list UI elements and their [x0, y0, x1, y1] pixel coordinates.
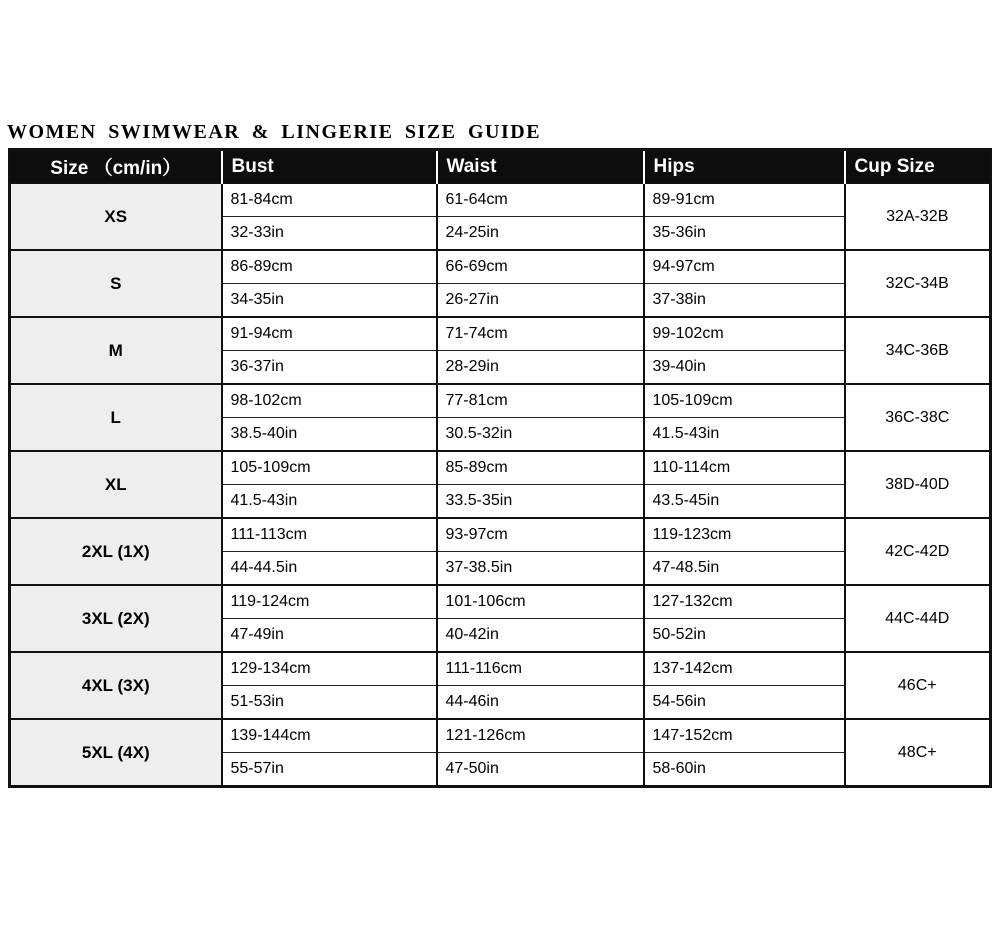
waist-in-cell: 30.5-32in: [437, 418, 644, 452]
size-table: [8, 148, 992, 788]
bust-in-cell: 38.5-40in: [222, 418, 437, 452]
hips-cm-cell: 94-97cm: [644, 250, 845, 284]
bust-cm-cell: 81-84cm: [222, 183, 437, 217]
bust-in-cell: 51-53in: [222, 686, 437, 720]
hips-cm-cell: 137-142cm: [644, 652, 845, 686]
size-cell: L: [10, 384, 222, 451]
hips-in-cell: 43.5-45in: [644, 485, 845, 519]
size-cell: XS: [10, 183, 222, 250]
cup-size-cell: 46C+: [845, 652, 991, 719]
column-header-cup: Cup Size: [845, 150, 991, 184]
cup-size-cell: 34C-36B: [845, 317, 991, 384]
table-row: [10, 652, 991, 686]
table-row: [10, 719, 991, 753]
hips-in-cell: 35-36in: [644, 217, 845, 251]
waist-cm-cell: 101-106cm: [437, 585, 644, 619]
waist-cm-cell: 121-126cm: [437, 719, 644, 753]
size-cell: M: [10, 317, 222, 384]
waist-in-cell: 37-38.5in: [437, 552, 644, 586]
waist-in-cell: 28-29in: [437, 351, 644, 385]
hips-in-cell: 50-52in: [644, 619, 845, 653]
waist-cm-cell: 93-97cm: [437, 518, 644, 552]
waist-in-cell: 33.5-35in: [437, 485, 644, 519]
bust-cm-cell: 139-144cm: [222, 719, 437, 753]
hips-in-cell: 37-38in: [644, 284, 845, 318]
size-cell: XL: [10, 451, 222, 518]
hips-cm-cell: 99-102cm: [644, 317, 845, 351]
table-row: [10, 183, 991, 217]
cup-size-cell: 48C+: [845, 719, 991, 787]
size-cell: S: [10, 250, 222, 317]
waist-cm-cell: 61-64cm: [437, 183, 644, 217]
bust-in-cell: 41.5-43in: [222, 485, 437, 519]
bust-in-cell: 34-35in: [222, 284, 437, 318]
bust-in-cell: 44-44.5in: [222, 552, 437, 586]
bust-cm-cell: 91-94cm: [222, 317, 437, 351]
bust-cm-cell: 119-124cm: [222, 585, 437, 619]
waist-in-cell: 24-25in: [437, 217, 644, 251]
hips-cm-cell: 110-114cm: [644, 451, 845, 485]
size-cell: 4XL (3X): [10, 652, 222, 719]
table-row: [10, 250, 991, 284]
waist-cm-cell: 66-69cm: [437, 250, 644, 284]
table-row: [10, 317, 991, 351]
size-cell: 2XL (1X): [10, 518, 222, 585]
column-header-size: Size （cm/in）: [10, 150, 222, 184]
hips-in-cell: 58-60in: [644, 753, 845, 787]
header-row: [10, 150, 991, 184]
bust-in-cell: 55-57in: [222, 753, 437, 787]
hips-in-cell: 47-48.5in: [644, 552, 845, 586]
hips-cm-cell: 105-109cm: [644, 384, 845, 418]
bust-cm-cell: 129-134cm: [222, 652, 437, 686]
hips-cm-cell: 127-132cm: [644, 585, 845, 619]
table-row: [10, 585, 991, 619]
hips-cm-cell: 147-152cm: [644, 719, 845, 753]
page-title: WOMEN SWIMWEAR & LINGERIE SIZE GUIDE: [7, 121, 542, 143]
column-header-hips: Hips: [644, 150, 845, 184]
cup-size-cell: 32C-34B: [845, 250, 991, 317]
bust-in-cell: 36-37in: [222, 351, 437, 385]
bust-in-cell: 32-33in: [222, 217, 437, 251]
cup-size-cell: 44C-44D: [845, 585, 991, 652]
table-row: [10, 518, 991, 552]
bust-cm-cell: 105-109cm: [222, 451, 437, 485]
table-row: [10, 451, 991, 485]
hips-cm-cell: 89-91cm: [644, 183, 845, 217]
waist-cm-cell: 71-74cm: [437, 317, 644, 351]
cup-size-cell: 38D-40D: [845, 451, 991, 518]
bust-cm-cell: 111-113cm: [222, 518, 437, 552]
hips-in-cell: 41.5-43in: [644, 418, 845, 452]
bust-cm-cell: 86-89cm: [222, 250, 437, 284]
waist-cm-cell: 111-116cm: [437, 652, 644, 686]
table-row: [10, 384, 991, 418]
cup-size-cell: 36C-38C: [845, 384, 991, 451]
hips-in-cell: 54-56in: [644, 686, 845, 720]
bust-cm-cell: 98-102cm: [222, 384, 437, 418]
cup-size-cell: 32A-32B: [845, 183, 991, 250]
bust-in-cell: 47-49in: [222, 619, 437, 653]
waist-cm-cell: 85-89cm: [437, 451, 644, 485]
waist-in-cell: 44-46in: [437, 686, 644, 720]
waist-in-cell: 26-27in: [437, 284, 644, 318]
waist-in-cell: 40-42in: [437, 619, 644, 653]
size-cell: 3XL (2X): [10, 585, 222, 652]
column-header-waist: Waist: [437, 150, 644, 184]
cup-size-cell: 42C-42D: [845, 518, 991, 585]
waist-in-cell: 47-50in: [437, 753, 644, 787]
size-cell: 5XL (4X): [10, 719, 222, 787]
column-header-bust: Bust: [222, 150, 437, 184]
waist-cm-cell: 77-81cm: [437, 384, 644, 418]
hips-cm-cell: 119-123cm: [644, 518, 845, 552]
hips-in-cell: 39-40in: [644, 351, 845, 385]
